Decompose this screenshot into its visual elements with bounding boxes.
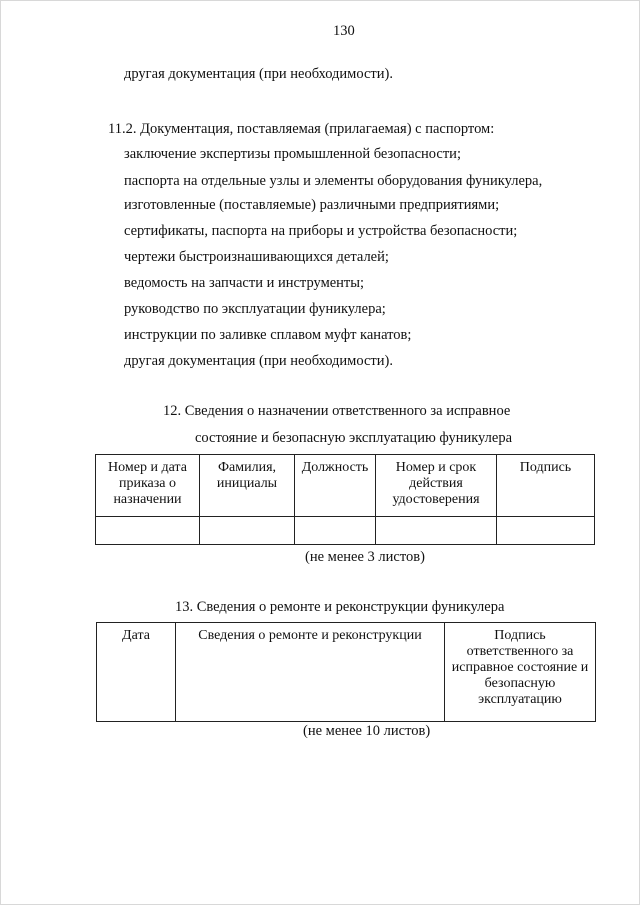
table-header-row xyxy=(97,623,596,722)
repair-table xyxy=(96,622,596,722)
table-cell xyxy=(295,517,376,545)
section-12-title-line1: 12. Сведения о назначении ответственного за исправное xyxy=(163,403,511,419)
section-12-note: (не менее 3 листов) xyxy=(305,549,425,565)
column-header: Сведения о ремонте и реконструкции xyxy=(176,623,445,722)
table-cell xyxy=(200,517,295,545)
column-header: Подпись xyxy=(497,455,595,517)
list-item: руководство по эксплуатации фуникулера; xyxy=(124,301,386,317)
column-header: Фамилия, инициалы xyxy=(200,455,295,517)
table-cell xyxy=(497,517,595,545)
section-13-note: (не менее 10 листов) xyxy=(303,723,431,739)
list-item: другая документация (при необходимости). xyxy=(124,353,393,369)
column-header: Дата xyxy=(97,623,176,722)
list-item: инструкции по заливке сплавом муфт канатов; xyxy=(124,327,412,343)
table-cell xyxy=(376,517,497,545)
column-header: Номер и срок действия удостоверения xyxy=(376,455,497,517)
responsible-person-table xyxy=(95,454,595,545)
list-item: изготовленные (поставляемые) различными предприятиями; xyxy=(124,197,500,213)
list-item: сертификаты, паспорта на приборы и устройства безопасности; xyxy=(124,223,518,239)
section-11-2-heading: 11.2. Документация, поставляемая (прилагаемая) с паспортом: xyxy=(108,121,495,137)
table-row xyxy=(96,517,595,545)
list-item: паспорта на отдельные узлы и элементы оборудования фуникулера, xyxy=(124,173,543,189)
table-cell xyxy=(96,517,200,545)
list-item: ведомость на запчасти и инструменты; xyxy=(124,275,365,291)
column-header: Подпись ответственного за исправное состояние и безопасную эксплуатацию xyxy=(445,623,596,722)
section-12-title-line2: состояние и безопасную эксплуатацию фуникулера xyxy=(195,430,513,446)
page-number: 130 xyxy=(333,23,355,39)
section-13-title: 13. Сведения о ремонте и реконструкции фуникулера xyxy=(175,599,505,615)
column-header: Должность xyxy=(295,455,376,517)
list-item: чертежи быстроизнашивающихся деталей; xyxy=(124,249,389,265)
top-line: другая документация (при необходимости). xyxy=(124,66,393,82)
table-header-row xyxy=(96,455,595,517)
list-item: заключение экспертизы промышленной безопасности; xyxy=(124,146,461,162)
column-header: Номер и дата приказа о назначении xyxy=(96,455,200,517)
